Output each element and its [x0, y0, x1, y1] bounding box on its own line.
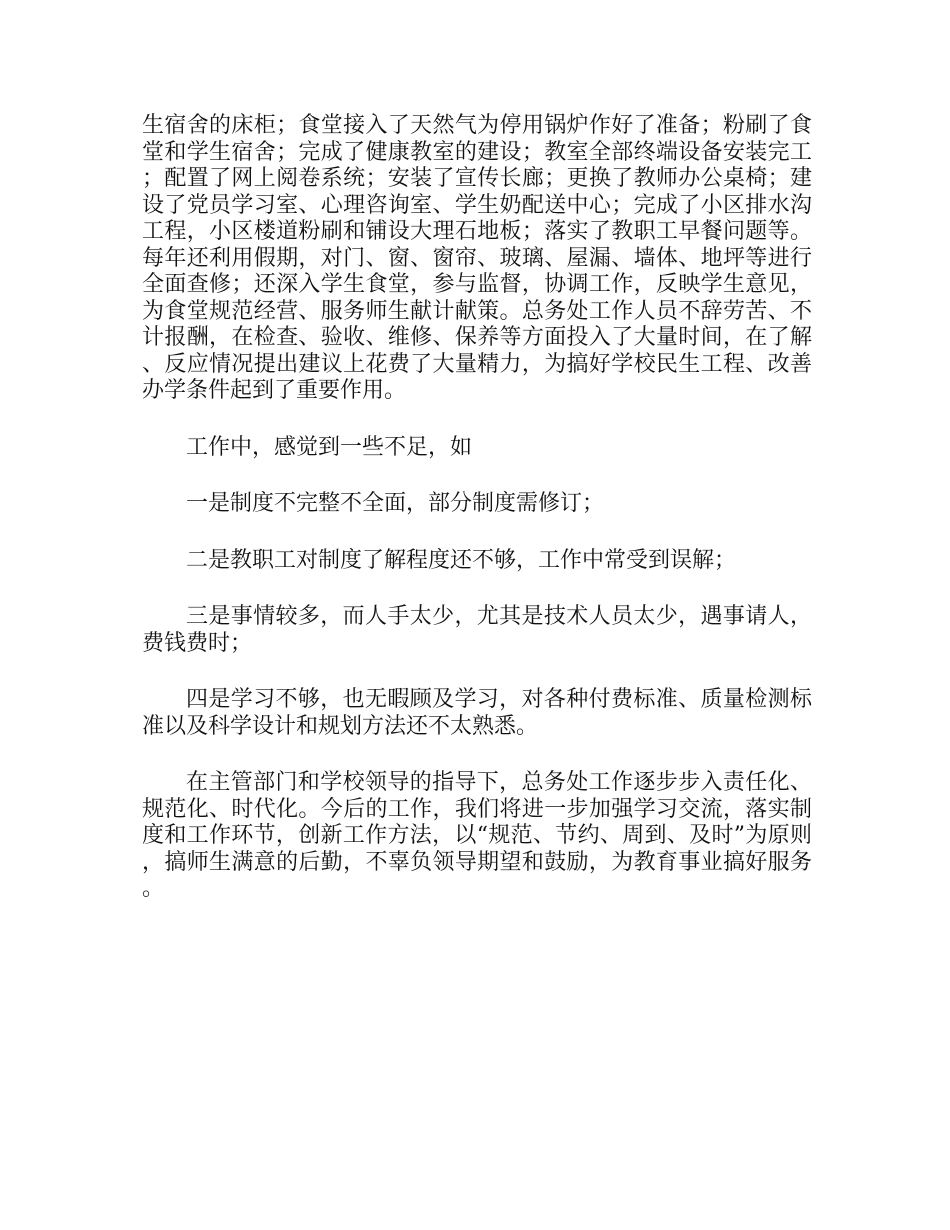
paragraph-conclusion: 在主管部门和学校领导的指导下，总务处工作逐步步入责任化、规范化、时代化。今后的工作，我们将进一步加强学习交流，落实制度和工作环节，创新工作方法，以“规范、节约、周到、及时”为原则，搞师生满意的后勤，不辜负领导期望和鼓励，为教育事业搞好服务。	[142, 770, 812, 901]
paragraph-shortcoming-2: 二是教职工对制度了解程度还不够，工作中常受到误解；	[186, 547, 737, 573]
paragraph-shortcoming-3: 三是事情较多，而人手太少，尤其是技术人员太少，遇事请人，费钱费时；	[142, 604, 812, 656]
paragraph-shortcomings-intro: 工作中，感觉到一些不足，如	[186, 434, 473, 460]
paragraph-shortcoming-1: 一是制度不完整不全面，部分制度需修订；	[186, 491, 605, 516]
document-body	[142, 113, 812, 903]
paragraph-continued: 生宿舍的床柜；食堂接入了天然气为停用锅炉作好了准备；粉刷了食堂和学生宿舍；完成了健康教室的建设；教室全部终端设备安装完工；配置了网上阅卷系统；安装了宣传长廊；更换了教师办公桌椅；建设了党员学习室、心理咨询室、学生奶配送中心；完成了小区排水沟工程，小区楼道粉刷和铺设大理石地板；落实了教职工早餐问题等。每年还利用假期，对门、窗、窗帘、玻璃、屋漏、墙体、地坪等进行全面查修；还深入学生食堂，参与监督，协调工作，反映学生意见，为食堂规范经营、服务师生献计献策。总务处工作人员不辞劳苦、不计报酬，在检查、验收、维修、保养等方面投入了大量时间，在了解、反应情况提出建议上花费了大量精力，为搞好学校民生工程、改善办学条件起到了重要作用。	[142, 113, 812, 403]
paragraph-shortcoming-4: 四是学习不够，也无暇顾及学习，对各种付费标准、质量检测标准以及科学设计和规划方法还不太熟悉。	[142, 687, 812, 739]
